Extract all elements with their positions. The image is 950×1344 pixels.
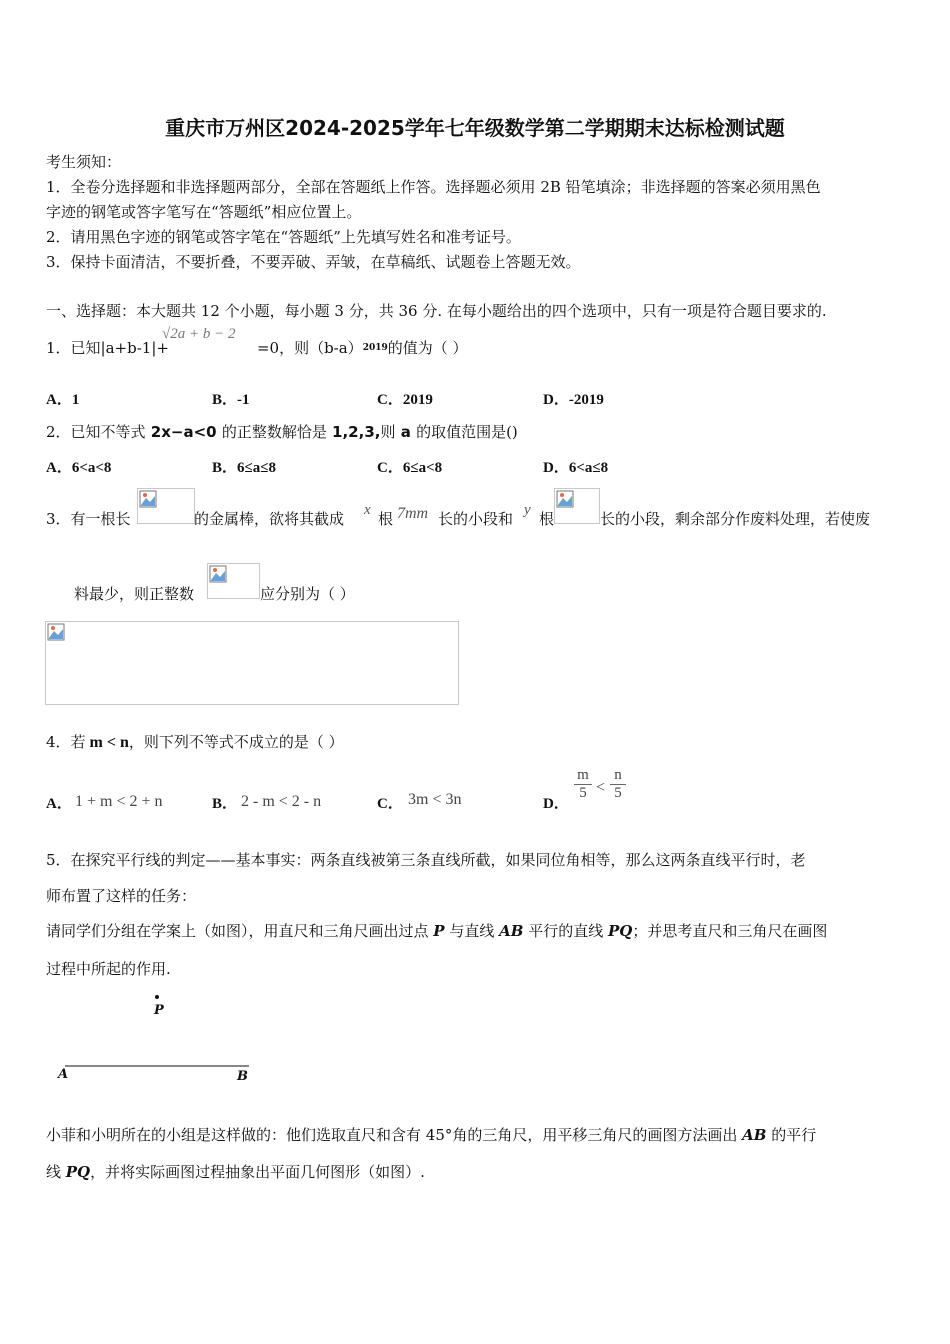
q5-line-ab-2: AB xyxy=(742,1126,767,1144)
q2-option-c: C．6≤a<8 xyxy=(377,460,443,476)
q2-mid: 的正整数解恰是 xyxy=(221,423,327,441)
q5-line-6 xyxy=(46,1161,425,1183)
q1-prefix: 1．已知|a+b-1|+ xyxy=(46,339,169,357)
q3-var-y: y xyxy=(524,502,531,518)
q5-figure-label-b: B xyxy=(237,1069,248,1084)
q2-inequality: 2x−a<0 xyxy=(145,423,222,441)
q2-solution-set: 1,2,3, xyxy=(326,423,381,441)
broken-image-icon xyxy=(47,623,65,641)
q2-variable: a xyxy=(395,423,417,441)
q5-line-pq: PQ xyxy=(607,922,633,940)
q5-point-p: P xyxy=(433,922,445,940)
q3-text-6: 长的小段，剩余部分作废料处理，若使废 xyxy=(600,510,871,528)
q5-line-3c: 平行的直线 xyxy=(523,922,608,940)
q2-prefix: 2．已知不等式 xyxy=(46,423,146,441)
q5-line-2: 师布置了这样的任务： xyxy=(46,887,197,905)
broken-image-icon xyxy=(209,565,227,583)
q4-d-fraction-2 xyxy=(610,767,626,802)
q4-d-den-1: 5 xyxy=(574,784,592,802)
question-4 xyxy=(46,731,344,754)
q2-tail: 的取值范围是() xyxy=(416,423,518,441)
q4-d-num-1: m xyxy=(577,767,589,783)
q5-line-5 xyxy=(46,1124,816,1146)
q5-line-6a: 线 xyxy=(46,1163,66,1181)
q4-option-c: 3m < 3n xyxy=(408,791,462,808)
q2-option-d: D．6<a≤8 xyxy=(543,460,609,476)
q2-option-a: A．6<a<8 xyxy=(46,460,112,476)
section-heading: 一、选择题：本大题共 12 个小题，每小题 3 分，共 36 分. 在每小题给出的四个选项中，只有一项是符合题目要求的. xyxy=(46,302,827,320)
q3-text-3: 根 xyxy=(378,510,394,528)
notice-item-2: 2．请用黑色字迹的钢笔或答字笔在“答题纸”上先填写姓名和准考证号。 xyxy=(46,228,521,246)
q5-line-3a: 请同学们分组在学案上（如图），用直尺和三角尺画出过点 xyxy=(46,922,434,940)
q1-option-b: B．-1 xyxy=(212,392,250,408)
question-2 xyxy=(46,421,518,443)
notice-heading: 考生须知： xyxy=(46,153,122,171)
q4-option-d-label: D． xyxy=(543,796,569,812)
broken-image xyxy=(45,621,459,705)
q1-suffix: =0，则（b-a） xyxy=(256,339,363,357)
q4-condition: m < n xyxy=(85,734,129,751)
q4-option-a: 1 + m < 2 + n xyxy=(75,793,163,810)
broken-image-icon xyxy=(139,490,157,508)
q4-option-a-label: A． xyxy=(46,796,72,812)
q1-tail: 的值为（ ） xyxy=(387,339,468,357)
q3-text-8: 应分别为（ ） xyxy=(260,585,355,603)
q1-exponent: 2019 xyxy=(362,343,388,353)
q4-d-den-2: 5 xyxy=(610,784,626,802)
q5-line-5a: 小菲和小明所在的小组是这样做的：他们选取直尺和含有 45°角的三角尺，用平移三角尺的画图方法画出 xyxy=(46,1126,743,1144)
q5-line-pq-2: PQ xyxy=(65,1163,91,1181)
q4-option-b: 2 - m < 2 - n xyxy=(241,793,322,810)
q4-d-num-2: n xyxy=(614,767,622,783)
q4-option-b-label: B． xyxy=(212,796,238,812)
q5-line-5b: 的平行 xyxy=(766,1126,817,1144)
q5-line-3 xyxy=(46,920,827,942)
q1-option-a: A．1 xyxy=(46,392,80,408)
q2-option-b: B．6≤a≤8 xyxy=(212,460,276,476)
notice-item-3: 3．保持卡面清洁，不要折叠，不要弄破、弄皱，在草稿纸、试题卷上答题无效。 xyxy=(46,253,581,271)
q3-text-2: 的金属棒，欲将其截成 xyxy=(194,510,345,528)
q1-option-d: D．-2019 xyxy=(543,392,604,408)
q3-var-x: x xyxy=(364,502,371,518)
broken-image xyxy=(207,563,260,599)
q3-text-4: 长的小段和 xyxy=(438,510,514,528)
broken-image xyxy=(137,488,195,524)
q5-figure-point-p xyxy=(155,995,159,999)
broken-image-icon xyxy=(556,490,574,508)
q5-line-1: 5．在探究平行线的判定——基本事实：两条直线被第三条直线所截，如果同位角相等，那么这两条直线平行时，老 xyxy=(46,851,806,869)
q5-line-3d: ；并思考直尺和三角尺在画图 xyxy=(632,922,828,940)
q3-length: 7mm xyxy=(397,505,429,522)
q3-text-7: 料最少，则正整数 xyxy=(74,585,195,603)
question-1 xyxy=(46,337,468,359)
broken-image xyxy=(554,488,600,524)
q1-option-c: C．2019 xyxy=(377,392,433,408)
q3-text-1: 3．有一根长 xyxy=(46,510,131,528)
notice-item-1a: 1．全卷分选择题和非选择题两部分，全部在答题纸上作答。选择题必须用 2B 铅笔填涂；非选择题的答案必须用黑色 xyxy=(46,178,821,196)
q5-line-3b: 与直线 xyxy=(444,922,500,940)
q4-d-less-than: < xyxy=(596,779,606,796)
q5-line-4: 过程中所起的作用. xyxy=(46,960,171,978)
q5-line-ab: AB xyxy=(499,922,524,940)
q2-mid2: 则 xyxy=(380,423,396,441)
q4-d-fraction-1 xyxy=(574,767,592,802)
q4-prefix: 4．若 xyxy=(46,733,86,751)
page-title: 重庆市万州区2024-2025学年七年级数学第二学期期末达标检测试题 xyxy=(165,116,785,140)
q4-option-c-label: C． xyxy=(377,796,403,812)
q5-line-6b: ，并将实际画图过程抽象出平面几何图形（如图）. xyxy=(90,1163,425,1181)
q5-figure-label-a: A xyxy=(58,1067,69,1082)
q3-text-5: 根 xyxy=(539,510,555,528)
notice-item-1b: 字迹的钢笔或答字笔写在“答题纸”相应位置上。 xyxy=(46,203,362,221)
q4-tail: ，则下列不等式不成立的是（ ） xyxy=(128,733,344,751)
q1-sqrt-expression: √2a + b − 2 xyxy=(162,326,236,342)
q5-figure-label-p: P xyxy=(154,1003,164,1018)
